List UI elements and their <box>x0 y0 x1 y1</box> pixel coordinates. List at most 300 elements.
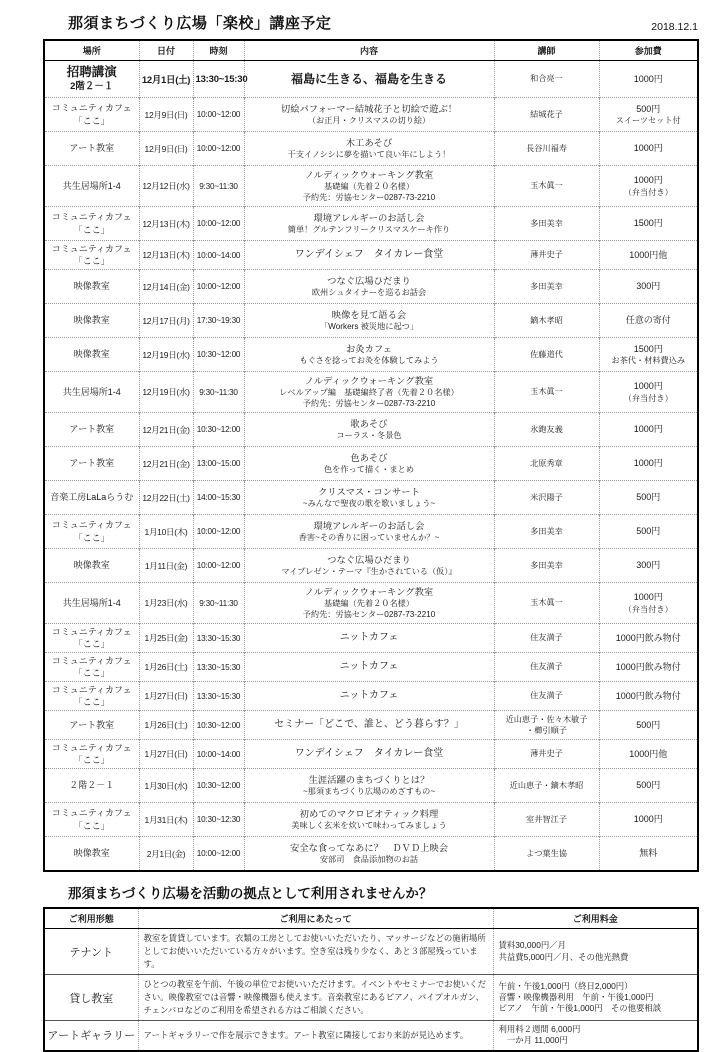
instructor-line: 長谷川福寿 <box>526 143 567 153</box>
instructor-line: 薄井史子 <box>530 749 563 759</box>
schedule-row <box>44 447 698 481</box>
content-line: ニットカフェ <box>339 632 399 644</box>
fee-cell <box>599 549 698 583</box>
instructor-line: 多田美幸 <box>530 560 563 570</box>
instructor-cell <box>494 481 599 515</box>
content-cell <box>244 682 494 711</box>
fee-cell <box>599 803 698 837</box>
content-cell <box>244 270 494 304</box>
instructor-cell <box>494 166 599 207</box>
schedule-row <box>44 270 698 304</box>
col-header-usage-form: ご利用形態 <box>44 908 138 929</box>
place-line: コミュニティカフェ「ここ」 <box>51 808 132 831</box>
col-header-place: 場所 <box>44 40 139 61</box>
date-cell: 12月22日(土) <box>139 481 193 515</box>
date-cell: 1月27日(日) <box>139 682 193 711</box>
content-line: 色を作って描く・まとめ <box>323 465 415 475</box>
content-line: ノルディックウォーキング教室 <box>304 375 434 386</box>
schedule-row <box>44 837 698 872</box>
instructor-cell <box>494 549 599 583</box>
usage-description-cell: ひとつの教室を午前、午後の単位でお使いいただけます。イベントやセミナーでお使いください。映像教室では音響・映像機器も使えます。音楽教室にあるピアノ、パイプオルガン、チェンバロなどのご利用を希望される方はご相談ください。 <box>138 975 493 1021</box>
usage-form-cell: 貸し教室 <box>44 975 138 1021</box>
fee-cell <box>599 515 698 549</box>
instructor-cell <box>494 711 599 740</box>
place-cell <box>44 682 139 711</box>
fee-line: 1000円 <box>633 592 663 603</box>
content-line: 美味しく玄米を炊いて味わってみましょう <box>291 821 447 831</box>
fee-cell <box>599 583 698 624</box>
content-cell <box>244 241 494 270</box>
date-cell: 2月1日(金) <box>139 837 193 872</box>
instructor-cell <box>494 241 599 270</box>
col-header-usage-note: ご利用にあたって <box>138 908 493 929</box>
col-header-date: 日付 <box>139 40 193 61</box>
content-line: （お正月・クリスマスの切り絵） <box>307 116 431 126</box>
content-line: ノルディックウォーキング教室 <box>304 169 434 180</box>
fee-line: （弁当付き） <box>623 393 673 403</box>
time-cell: 13:30~15:30 <box>193 653 244 682</box>
date-cell: 12月17日(月) <box>139 304 193 338</box>
fee-line: 1000円 <box>633 424 663 435</box>
place-line: 2階２－１ <box>70 81 114 93</box>
fee-line: 1000円飲み物付 <box>615 632 681 643</box>
instructor-cell <box>494 338 599 372</box>
date-cell: 12月19日(水) <box>139 372 193 413</box>
fee-line: 300円 <box>636 281 661 292</box>
instructor-cell <box>494 837 599 872</box>
rental-row <box>44 1021 698 1051</box>
instructor-line: 住友満子 <box>530 662 563 672</box>
schedule-row <box>44 338 698 372</box>
instructor-line: 多田美幸 <box>530 526 563 536</box>
content-line: 基礎編（先着２０名様） <box>323 182 415 192</box>
content-cell <box>244 769 494 803</box>
fee-cell <box>599 304 698 338</box>
fee-line: 1000円 <box>633 73 663 84</box>
fee-line: 1000円 <box>633 458 663 469</box>
place-cell <box>44 304 139 338</box>
fee-cell <box>599 653 698 682</box>
date-cell: 1月30日(水) <box>139 769 193 803</box>
schedule-row <box>44 241 698 270</box>
fee-cell <box>599 98 698 132</box>
content-line: ~那須まちづくり広場のめざすもの~ <box>302 787 436 797</box>
instructor-cell <box>494 447 599 481</box>
usage-fee-line: 共益費5,000円／月、その他光熱費 <box>498 951 629 962</box>
col-header-time: 時刻 <box>193 40 244 61</box>
schedule-row <box>44 769 698 803</box>
place-cell <box>44 711 139 740</box>
schedule-row <box>44 803 698 837</box>
usage-fee-line: 音響・映像機器利用 午前・午後1,000円 <box>498 991 654 1002</box>
instructor-line: 室井智江子 <box>526 814 567 824</box>
fee-cell <box>599 413 698 447</box>
place-line: 映像教室 <box>73 848 110 859</box>
content-line: 安全な食ってなあに？ ＤＶＤ上映会 <box>289 842 449 853</box>
instructor-line: 氷鉋友義 <box>530 424 563 434</box>
usage-fee-line: 一か月 11,000円 <box>498 1035 568 1046</box>
place-cell <box>44 653 139 682</box>
instructor-cell <box>494 372 599 413</box>
content-line: 福島に生きる、福島を生きる <box>290 71 447 86</box>
rental-table-body <box>44 929 698 1051</box>
schedule-table-body <box>44 61 698 872</box>
time-cell: 9:30~11:30 <box>193 166 244 207</box>
fee-cell <box>599 769 698 803</box>
content-cell <box>244 413 494 447</box>
instructor-line: 住友満子 <box>530 691 563 701</box>
fee-line: 500円 <box>636 780 661 791</box>
content-line: つなぐ広場ひだまり <box>327 275 411 286</box>
schedule-row <box>44 166 698 207</box>
fee-line: 1000円 <box>633 143 663 154</box>
content-line: 初めてのマクロビオティック料理 <box>299 808 439 819</box>
place-cell <box>44 481 139 515</box>
instructor-line: 玉木眞一 <box>530 598 563 608</box>
usage-fee-cell <box>493 929 698 975</box>
time-cell: 17:30~19:30 <box>193 304 244 338</box>
fee-cell <box>599 711 698 740</box>
content-cell <box>244 711 494 740</box>
date-cell: 12月9日(日) <box>139 132 193 166</box>
date-cell: 1月26日(土) <box>139 653 193 682</box>
col-header-usage-fee: ご利用料金 <box>493 908 698 929</box>
time-cell: 13:30~15:30 <box>193 682 244 711</box>
content-line: 予約先：労協センター0287-73-2210 <box>302 610 436 620</box>
content-line: ニットカフェ <box>339 690 399 702</box>
content-cell <box>244 549 494 583</box>
content-line: クリスマス・コンサート <box>318 486 420 497</box>
place-line: アート教室 <box>69 143 115 154</box>
place-cell <box>44 413 139 447</box>
schedule-row <box>44 304 698 338</box>
content-line: つなぐ広場ひだまり <box>327 554 411 565</box>
date-cell: 1月25日(金) <box>139 624 193 653</box>
instructor-cell <box>494 682 599 711</box>
date-cell: 1月27日(日) <box>139 740 193 769</box>
instructor-line: 玉木眞一 <box>530 387 563 397</box>
content-cell <box>244 803 494 837</box>
fee-cell <box>599 61 698 98</box>
fee-cell <box>599 166 698 207</box>
date-cell: 1月11日(金) <box>139 549 193 583</box>
fee-cell <box>599 837 698 872</box>
time-cell: 13:30~15:30 <box>193 61 244 98</box>
usage-description-cell: 教室を賃貸しています。衣類の工房としてお使いいただいたり、マッサージなどの施術場所としてお使いいただいている方々がいます。空き室は残り少なく、あと３部屋残っています。 <box>138 929 493 975</box>
usage-fee-cell <box>493 1021 698 1051</box>
place-cell <box>44 740 139 769</box>
rental-section-title: 那須まちづくり広場を活動の拠点として利用されませんか？ <box>68 886 433 901</box>
place-line: 共生居場所1-4 <box>62 386 121 397</box>
content-cell <box>244 653 494 682</box>
date-cell: 12月21日(金) <box>139 413 193 447</box>
content-cell <box>244 166 494 207</box>
time-cell: 10:00~12:00 <box>193 132 244 166</box>
content-line: 干支イノシシに夢を描いて良い年にしよう！ <box>287 150 451 160</box>
fee-line: 任意の寄付 <box>625 315 671 326</box>
content-line: マイプレゼン・テーマ『生かされている（仮）』 <box>281 567 457 577</box>
time-cell: 10:00~14:00 <box>193 241 244 270</box>
time-cell: 10:00~12:00 <box>193 270 244 304</box>
usage-fee-line: 利用料２週間 6,000円 <box>498 1024 581 1035</box>
place-cell <box>44 98 139 132</box>
place-cell <box>44 769 139 803</box>
fee-cell <box>599 338 698 372</box>
content-cell <box>244 583 494 624</box>
usage-fee-line: ピアノ 午前・午後1,000円 その他要相談 <box>498 1003 662 1014</box>
schedule-table-header <box>44 40 698 61</box>
rental-row <box>44 929 698 975</box>
instructor-cell <box>494 515 599 549</box>
fee-line: 1000円飲み物付 <box>615 661 681 672</box>
fee-line: 500円 <box>636 492 661 503</box>
instructor-cell <box>494 61 599 98</box>
schedule-row <box>44 740 698 769</box>
content-line: 生涯活躍のまちづくりとは？ <box>308 774 430 785</box>
schedule-row <box>44 515 698 549</box>
instructor-line: 住友満子 <box>530 633 563 643</box>
instructor-line: 近山恵子・鏑木孝昭 <box>509 780 584 790</box>
content-line: 欧州シュタイナーを巡るお話会 <box>311 288 427 298</box>
fee-line: 500円 <box>636 526 661 537</box>
fee-cell <box>599 270 698 304</box>
content-line: もぐさを捻ってお灸を体験してみよう <box>299 356 439 366</box>
content-cell <box>244 207 494 241</box>
place-cell <box>44 207 139 241</box>
time-cell: 9:30~11:30 <box>193 372 244 413</box>
instructor-line: ・櫛引順子 <box>526 726 567 735</box>
place-cell <box>44 549 139 583</box>
fee-line: 1000円 <box>633 814 663 825</box>
content-line: 環境アレルギーのお話し会 <box>313 212 425 223</box>
date-cell: 1月26日(土) <box>139 711 193 740</box>
schedule-row <box>44 481 698 515</box>
instructor-cell <box>494 583 599 624</box>
instructor-cell <box>494 653 599 682</box>
place-line: コミュニティカフェ「ここ」 <box>51 742 132 765</box>
place-line: 音楽工房LaLaらうむ <box>50 492 134 503</box>
fee-cell <box>599 132 698 166</box>
place-line: コミュニティカフェ「ここ」 <box>51 520 132 543</box>
usage-form-cell: テナント <box>69 946 113 959</box>
usage-fee-line: 午前・午後1,000円（終日2,000円） <box>498 980 633 991</box>
content-line: ワンデイシェフ タイカレー食堂 <box>294 249 444 261</box>
content-line: ノルディックウォーキング教室 <box>304 586 434 597</box>
fee-line: 300円 <box>636 560 661 571</box>
place-line: 映像教室 <box>73 315 110 326</box>
content-cell <box>244 338 494 372</box>
place-cell <box>44 241 139 270</box>
content-line: 安部司 食品添加物のお話 <box>319 855 419 865</box>
place-cell <box>44 372 139 413</box>
fee-line: 1500円 <box>633 218 663 229</box>
place-line: コミュニティカフェ「ここ」 <box>51 655 132 678</box>
fee-cell <box>599 241 698 270</box>
document-date: 2018.12.1 <box>651 21 698 33</box>
schedule-row <box>44 653 698 682</box>
instructor-line: よつ葉生協 <box>526 848 567 858</box>
place-line: コミュニティカフェ「ここ」 <box>51 212 132 235</box>
fee-line: 1000円飲み物付 <box>615 690 681 701</box>
schedule-row <box>44 207 698 241</box>
place-line: 映像教室 <box>73 281 110 292</box>
content-cell <box>244 740 494 769</box>
time-cell: 10:30~12:30 <box>193 803 244 837</box>
date-cell: 12月19日(水) <box>139 338 193 372</box>
fee-cell <box>599 740 698 769</box>
fee-line: お茶代・材料費込み <box>611 356 686 366</box>
content-cell <box>244 132 494 166</box>
content-cell <box>244 98 494 132</box>
place-cell <box>44 166 139 207</box>
place-line: アート教室 <box>69 424 115 435</box>
content-line: 基礎編（先着２０名様） <box>323 599 415 609</box>
usage-description-cell: アートギャラリーで作を展示できます。アート教室に隣接しており来訪が見込めます。 <box>138 1021 493 1051</box>
place-cell <box>44 803 139 837</box>
content-cell <box>244 304 494 338</box>
content-line: 切絵パフォーマー結城花子と切絵で遊ぶ！ <box>280 103 458 114</box>
date-cell: 1月10日(木) <box>139 515 193 549</box>
content-line: 環境アレルギーのお話し会 <box>313 520 425 531</box>
date-cell: 1月31日(木) <box>139 803 193 837</box>
header-row <box>44 908 698 929</box>
instructor-cell <box>494 270 599 304</box>
content-line: コーラス・冬景色 <box>336 431 402 441</box>
instructor-line: 佐藤道代 <box>530 349 563 359</box>
fee-line: 1500円 <box>633 343 663 354</box>
content-line: セミナー「どこで、誰と、どう暮らす？」 <box>274 719 464 731</box>
fee-cell <box>599 481 698 515</box>
fee-line: 1000円 <box>633 381 663 392</box>
place-line: 映像教室 <box>73 560 110 571</box>
place-cell <box>44 447 139 481</box>
date-cell: 12月13日(木) <box>139 207 193 241</box>
page-title: 那須まちづくり広場「楽校」講座予定 <box>68 15 332 32</box>
instructor-cell <box>494 304 599 338</box>
schedule-row <box>44 711 698 740</box>
time-cell: 10:30~12:00 <box>193 711 244 740</box>
col-header-fee: 参加費 <box>599 40 698 61</box>
content-line: 映像を見て語る会 <box>331 309 407 320</box>
time-cell: 10:30~12:00 <box>193 769 244 803</box>
document-header <box>68 12 698 33</box>
fee-cell <box>599 682 698 711</box>
schedule-row <box>44 372 698 413</box>
place-cell <box>44 61 139 98</box>
instructor-cell <box>494 413 599 447</box>
date-cell: 12月14日(金) <box>139 270 193 304</box>
fee-line: 500円 <box>636 103 661 114</box>
place-line: アート教室 <box>69 458 115 469</box>
content-cell <box>244 447 494 481</box>
instructor-cell <box>494 207 599 241</box>
instructor-line: 薄井史子 <box>530 250 563 260</box>
fee-line: （弁当付き） <box>623 187 673 197</box>
place-line: コミュニティカフェ「ここ」 <box>51 103 132 126</box>
place-line: 共生居場所1-4 <box>62 180 121 191</box>
header-row <box>44 40 698 61</box>
col-header-content: 内容 <box>244 40 494 61</box>
fee-line: 無料 <box>639 848 658 859</box>
time-cell: 10:00~12:00 <box>193 515 244 549</box>
schedule-row <box>44 682 698 711</box>
content-line: 予約先：労協センター0287-73-2210 <box>302 399 436 409</box>
fee-cell <box>599 372 698 413</box>
fee-line: 500円 <box>636 719 661 730</box>
schedule-row <box>44 549 698 583</box>
instructor-cell <box>494 624 599 653</box>
date-cell: 12月12日(水) <box>139 166 193 207</box>
instructor-line: 玉木眞一 <box>530 181 563 191</box>
rental-table-header <box>44 908 698 929</box>
time-cell: 14:00~15:30 <box>193 481 244 515</box>
fee-cell <box>599 447 698 481</box>
time-cell: 10:00~12:00 <box>193 98 244 132</box>
fee-line: 1000円 <box>633 175 663 186</box>
content-line: 歌あそび <box>350 418 388 429</box>
schedule-row <box>44 132 698 166</box>
content-line: ~みんなで聖夜の歌を歌いましょう~ <box>302 499 436 509</box>
content-cell <box>244 624 494 653</box>
schedule-row <box>44 61 698 98</box>
instructor-line: 和合亮一 <box>530 74 563 84</box>
col-header-instructor: 講師 <box>494 40 599 61</box>
place-cell <box>44 583 139 624</box>
content-line: お灸カフェ <box>345 343 393 354</box>
content-line: 「Workers 被災地に起つ」 <box>319 322 419 332</box>
date-cell: 12月21日(金) <box>139 447 193 481</box>
instructor-line: 結城花子 <box>530 109 563 119</box>
time-cell: 10:00~12:00 <box>193 837 244 872</box>
instructor-cell <box>494 132 599 166</box>
instructor-line: 北原秀章 <box>530 458 563 468</box>
instructor-line: 米沢陽子 <box>530 492 563 502</box>
time-cell: 10:00~14:00 <box>193 740 244 769</box>
time-cell: 10:30~12:00 <box>193 338 244 372</box>
schedule-row <box>44 583 698 624</box>
date-cell: 12月1日(土) <box>139 61 193 98</box>
place-cell <box>44 270 139 304</box>
time-cell: 13:30~15:30 <box>193 624 244 653</box>
usage-fee-line: 賃料30,000円／月 <box>498 940 566 951</box>
usage-form-cell: アートギャラリー <box>44 1021 138 1051</box>
place-line: アート教室 <box>69 719 115 730</box>
content-cell <box>244 481 494 515</box>
content-cell <box>244 372 494 413</box>
content-line: 予約先：労協センター0287-73-2210 <box>302 193 436 203</box>
content-cell <box>244 515 494 549</box>
instructor-line: 多田美幸 <box>530 281 563 291</box>
fee-cell <box>599 624 698 653</box>
schedule-row <box>44 413 698 447</box>
date-cell: 1月23日(水) <box>139 583 193 624</box>
content-cell <box>244 61 494 98</box>
place-cell <box>44 338 139 372</box>
instructor-line: 多田美幸 <box>530 218 563 228</box>
fee-line: （弁当付き） <box>623 604 673 614</box>
instructor-cell <box>494 98 599 132</box>
rental-table <box>43 907 699 1052</box>
content-line: ワンデイシェフ タイカレー食堂 <box>294 748 444 760</box>
place-line: ２階２－１ <box>69 780 115 791</box>
instructor-line: 鏑木孝昭 <box>530 315 563 325</box>
place-line: 映像教室 <box>73 349 110 360</box>
content-line: 香害~その香りに困っていませんか？~ <box>298 533 440 543</box>
content-line: 色あそび <box>350 452 388 463</box>
date-cell: 12月9日(日) <box>139 98 193 132</box>
place-cell <box>44 837 139 872</box>
schedule-row <box>44 98 698 132</box>
